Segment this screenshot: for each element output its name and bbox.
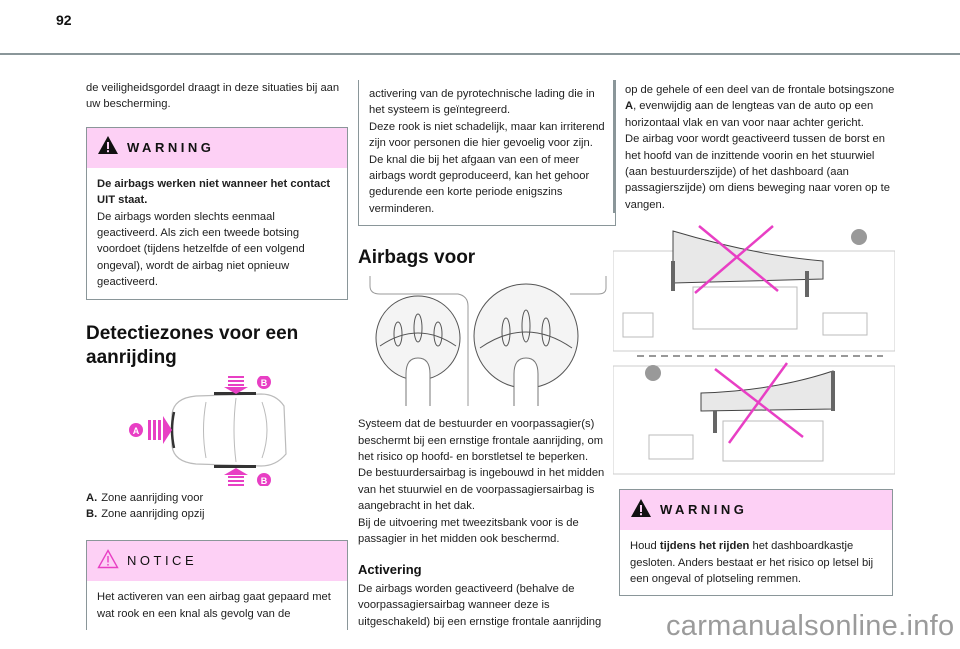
warning-triangle-icon	[97, 135, 119, 160]
section-heading-detection-zones: Detectiezones voor een aanrijding	[86, 322, 299, 368]
warning-bold-line: De airbags werken niet wanneer het contact UIT staat.	[97, 177, 331, 207]
glovebox-warning-text: Houd tijdens het rijden het dashboardkastje gesloten. Anders bestaat er het risico op letsel bij een ongeval of plotseling remmen.	[630, 540, 874, 586]
figure-legend	[86, 490, 348, 523]
notice-title: NOTICE	[127, 553, 198, 569]
column-3	[613, 80, 895, 596]
section-heading-front-airbags: Airbags voor	[358, 247, 476, 269]
car-top-view-illustration	[86, 376, 348, 486]
detection-zones-figure	[86, 376, 348, 486]
legend-item-b: B. Zone aanrijding opzij	[86, 508, 205, 521]
activation-para-2: De airbag voor wordt geactiveerd tussen de borst en het hoofd van de inzittende voorin en het stuurwiel (aan bestuurderszijde) of het dashboard (aan passagierszijde) om diens beweging naar voren op te vangen.	[625, 133, 890, 211]
front-airbags-para-2: De bestuurdersairbag is ingebouwd in het midden van het stuurwiel en de voorpassagiersairbag is aangebracht in het dak.	[358, 467, 605, 513]
warning-text: De airbags worden slechts eenmaal geactiveerd. Als zich een tweede botsing voordoet (tijdens hetzelfde of een volgend ongeval), wordt de airbag niet opnieuw geactiveerd.	[97, 210, 305, 289]
notice-triangle-icon	[97, 549, 119, 574]
activering-text: De airbags worden geactiveerd (behalve de voorpassagiersairbag wanneer deze is uitgeschakeld) bij een ernstige frontale aanrijding	[358, 582, 602, 628]
notice-callout	[86, 540, 348, 630]
column-1	[86, 80, 348, 630]
glovebox-warning-callout	[619, 489, 893, 596]
warning-callout	[86, 127, 348, 300]
warning-header	[87, 128, 347, 168]
svg-text:A: A	[132, 425, 140, 436]
glovebox-warning-illustration	[613, 221, 895, 477]
activation-continued	[613, 80, 895, 213]
svg-text:B: B	[260, 475, 268, 486]
front-airbags-para-1: Systeem dat de bestuurder en voorpassagier(s) beschermt bij een ernstige frontale aanrijding, om het risico op hoofd- en borstletsel te beperken.	[358, 418, 604, 464]
intro-text: de veiligheidsgordel draagt in deze situaties bij aan uw bescherming.	[86, 82, 340, 111]
front-airbags-para-3: Bij de uitvoering met tweezitsbank voor is de passagier in het midden ook beschermd.	[358, 516, 579, 546]
subheading-activering: Activering	[358, 561, 422, 577]
notice-body	[87, 581, 347, 630]
notice-text: Het activeren van een airbag gaat gepaard met wat rook en een knal als gevolg van de	[97, 591, 331, 620]
glovebox-warning-title: WARNING	[660, 502, 748, 518]
notice-continued-1: activering van de pyrotechnische lading die in het systeem is geïntegreerd.	[369, 88, 595, 117]
watermark: carmanualsonline.info	[666, 610, 955, 642]
front-airbags-illustration	[358, 276, 616, 406]
column-2	[358, 80, 616, 630]
notice-continuation	[358, 80, 616, 226]
notice-header	[87, 541, 347, 581]
warning-triangle-icon	[630, 498, 652, 523]
page-number: 92	[56, 12, 72, 28]
warning-body	[87, 168, 347, 299]
svg-text:B: B	[260, 377, 268, 388]
notice-continued-2: Deze rook is niet schadelijk, maar kan irriterend zijn voor personen die hier gevoelig voor zijn.	[369, 120, 605, 150]
notice-continued-3: De knal die bij het afgaan van een of meer airbags wordt geproduceerd, kan het gehoor gedurende een korte periode enigszins verminderen.	[369, 153, 590, 215]
header-rule	[0, 53, 960, 55]
activation-para-1: op de gehele of een deel van de frontale botsingszone A, evenwijdig aan de lengteas van de auto op een horizontaal vlak en van voor naar achter gericht.	[625, 84, 895, 129]
legend-item-a: A. Zone aanrijding voor	[86, 491, 204, 504]
glovebox-warning-header	[620, 490, 892, 530]
warning-title: WARNING	[127, 139, 215, 155]
glovebox-warning-body	[620, 530, 892, 595]
